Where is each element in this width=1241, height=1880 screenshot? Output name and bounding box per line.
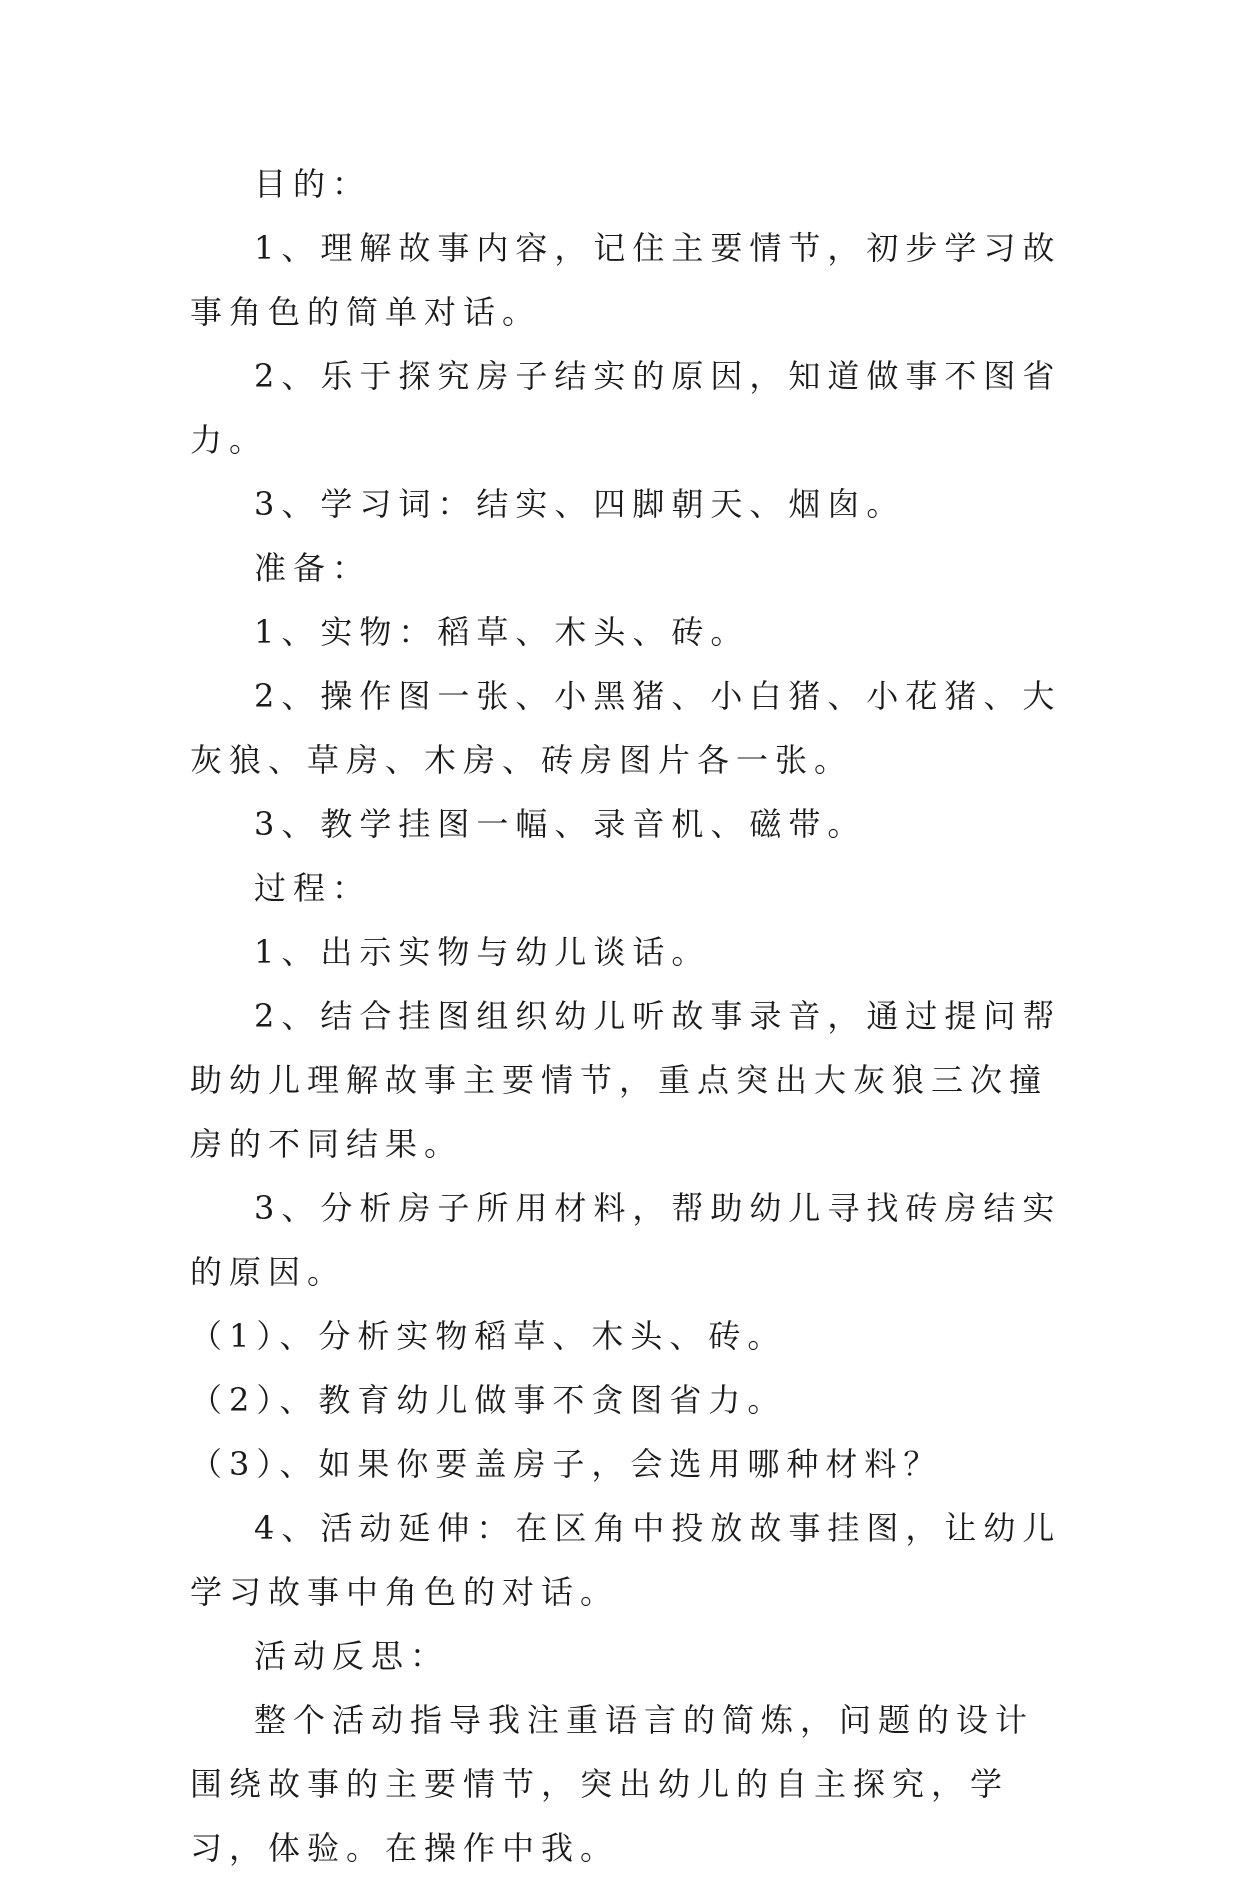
process-item-2: 2、结合挂图组织幼儿听故事录音，通过提问帮助幼儿理解故事主要情节，重点突出大灰狼三次撞房的不同结果。: [190, 997, 1062, 1163]
prep-item-1: 1、实物：稻草、木头、砖。: [254, 613, 750, 651]
prep-item-2: 2、操作图一张、小黑猪、小白猪、小花猪、大灰狼、草房、木房、砖房图片各一张。: [190, 677, 1062, 779]
process-item-4: 4、活动延伸：在区角中投放故事挂图，让幼儿学习故事中角色的对话。: [190, 1509, 1062, 1611]
document-body: [190, 152, 1062, 1880]
heading-purpose: 目的：: [254, 165, 372, 203]
process-subitem-2: （2）、教育幼儿做事不贪图省力。: [190, 1381, 787, 1419]
purpose-item-3: 3、学习词：结实、四脚朝天、烟囱。: [254, 485, 906, 523]
process-subitem-3: （3）、如果你要盖房子，会选用哪种材料？: [190, 1445, 943, 1483]
prep-item-3: 3、教学挂图一幅、录音机、磁带。: [254, 805, 867, 843]
purpose-item-2: 2、乐于探究房子结实的原因，知道做事不图省力。: [190, 357, 1062, 459]
heading-preparation: 准备：: [254, 549, 372, 587]
purpose-item-1: 1、理解故事内容，记住主要情节，初步学习故事角色的简单对话。: [190, 229, 1062, 331]
process-subitem-1: （1）、分析实物稻草、木头、砖。: [190, 1317, 787, 1355]
heading-process: 过程：: [254, 869, 372, 907]
reflection-paragraph: 整个活动指导我注重语言的简炼，问题的设计围绕故事的主要情节，突出幼儿的自主探究，学习，体验。在操作中我。: [190, 1701, 1035, 1867]
process-item-3: 3、分析房子所用材料，帮助幼儿寻找砖房结实的原因。: [190, 1189, 1062, 1291]
process-item-1: 1、出示实物与幼儿谈话。: [254, 933, 711, 971]
heading-reflection: 活动反思：: [254, 1637, 450, 1675]
